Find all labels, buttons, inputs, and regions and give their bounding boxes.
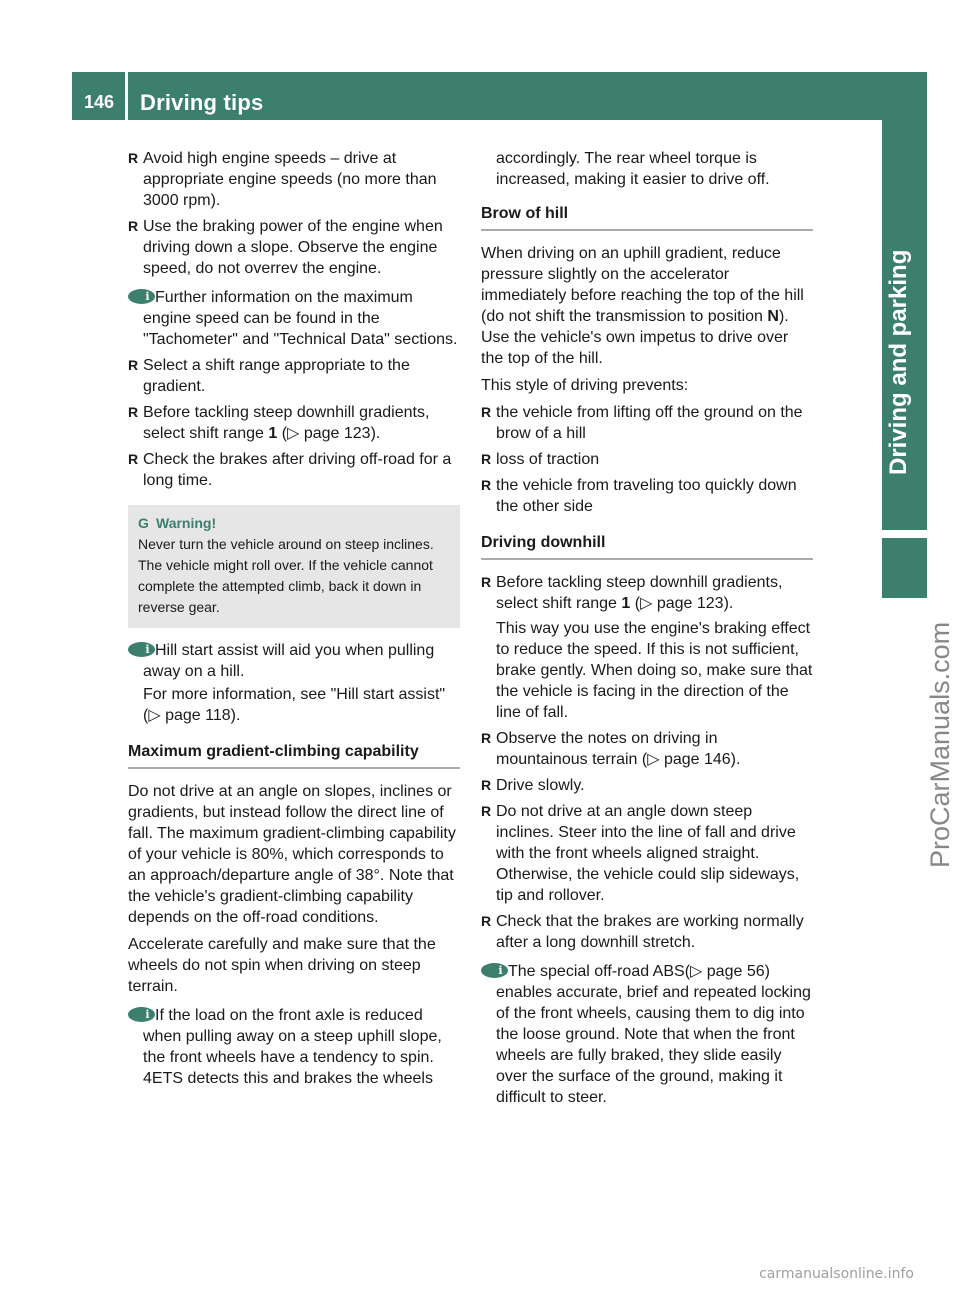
bullet-icon: R	[481, 574, 492, 590]
list-item: R Before tackling steep downhill gradients, select shift range 1 (▷ page 123). This way you use the engine's braking effect to reduce the speed. If this is not sufficient, brake gently. When doing so, make sure that the vehicle is facing in the direction of the line of fall.	[481, 574, 813, 721]
section-heading: Brow of hill	[481, 204, 813, 231]
info-note: i If the load on the front axle is reduced when pulling away on a steep uphill slope, the front wheels have a tendency to spin. 4ETS detects this and brakes the wheels	[128, 1005, 460, 1089]
list-item: R loss of traction	[481, 451, 600, 468]
list-item: R Check that the brakes are working normally after a long downhill stretch.	[481, 913, 804, 951]
side-watermark: ProCarManuals.com	[925, 621, 955, 868]
bullet-icon: R	[128, 451, 139, 467]
bullet-icon: R	[481, 404, 492, 420]
list-item: R Do not drive at an angle down steep inclines. Steer into the line of fall and drive with the front wheels aligned straight. Otherwise, the vehicle could slip sideways, tip and rollover.	[481, 803, 800, 904]
section-label: Driving and parking	[885, 249, 912, 475]
list-item: R Select a shift range appropriate to the gradient.	[128, 357, 410, 395]
right-column	[481, 148, 813, 1113]
bullet-icon: R	[481, 777, 492, 793]
paragraph: Accelerate carefully and make sure that the wheels do not spin when driving on steep terrain.	[128, 936, 436, 995]
bullet-icon: R	[128, 218, 139, 234]
list-item: R Avoid high engine speeds – drive at appropriate engine speeds (no more than 3000 rpm).	[128, 150, 437, 209]
info-note: i Further information on the maximum engine speed can be found in the "Tachometer" and "Technical Data" sections.	[128, 287, 460, 350]
paragraph: Do not drive at an angle on slopes, inclines or gradients, but instead follow the direct line of fall. The maximum gradient-climbing capability of your vehicle is 80%, which corresponds to an approach/departure angle of 38°. Note that the vehicle's gradient-climbing capability depends on the off-road conditions.	[128, 783, 456, 926]
paragraph: This style of driving prevents:	[481, 377, 689, 394]
warning-text: Never turn the vehicle around on steep inclines. The vehicle might roll over. If the vehicle cannot complete the attempted climb, back it down in reverse gear.	[138, 536, 434, 615]
info-icon: i	[128, 642, 155, 657]
paragraph: When driving on an uphill gradient, reduce pressure slightly on the accelerator immediately before reaching the top of the hill (do not shift the transmission to position N). Use the vehicle's own impetus to drive over the top of the hill.	[481, 245, 804, 367]
list-item: R Observe the notes on driving in mountainous terrain (▷ page 146).	[481, 730, 741, 768]
warning-icon: G	[138, 515, 149, 531]
section-heading: Driving downhill	[481, 533, 813, 560]
page-number: 146	[84, 92, 115, 112]
continued-text: accordingly. The rear wheel torque is increased, making it easier to drive off.	[496, 150, 770, 188]
info-icon: i	[481, 963, 508, 978]
footer-watermark: carmanualsonline.info	[759, 1266, 914, 1282]
header-divider	[125, 72, 128, 120]
list-item: R the vehicle from traveling too quickly down the other side	[481, 477, 797, 515]
list-item: R Drive slowly.	[481, 777, 585, 794]
list-item: R Check the brakes after driving off-road for a long time.	[128, 451, 452, 489]
page-title: Driving tips	[140, 90, 264, 115]
bullet-icon: R	[128, 404, 139, 420]
bullet-icon: R	[128, 357, 139, 373]
info-icon: i	[128, 1007, 155, 1022]
warning-box	[128, 505, 460, 628]
bullet-icon: R	[128, 150, 139, 166]
section-marker	[882, 538, 927, 598]
page-header	[72, 72, 882, 120]
section-heading: Maximum gradient-climbing capability	[128, 742, 460, 769]
info-note: i Hill start assist will aid you when pulling away on a hill. For more information, see "Hill start assist" (▷ page 118).	[128, 640, 460, 726]
info-note: i The special off-road ABS(▷ page 56) enables accurate, brief and repeated locking of the front wheels, causing them to dig into the loose ground. Note that when the front wheels are fully braked, they slide easily over the surface of the ground, making it difficult to steer.	[481, 961, 813, 1108]
list-item: R Use the braking power of the engine when driving down a slope. Observe the engine speed, do not overrev the engine.	[128, 218, 443, 277]
bullet-icon: R	[481, 913, 492, 929]
list-item: R the vehicle from lifting off the ground on the brow of a hill	[481, 404, 803, 442]
warning-title: Warning!	[156, 515, 217, 531]
bullet-icon: R	[481, 730, 492, 746]
info-icon: i	[128, 289, 155, 304]
bullet-icon: R	[481, 477, 492, 493]
left-column	[128, 148, 460, 1094]
list-item: R Before tackling steep downhill gradients, select shift range 1 (▷ page 123).	[128, 404, 430, 442]
bullet-icon: R	[481, 803, 492, 819]
bullet-icon: R	[481, 451, 492, 467]
